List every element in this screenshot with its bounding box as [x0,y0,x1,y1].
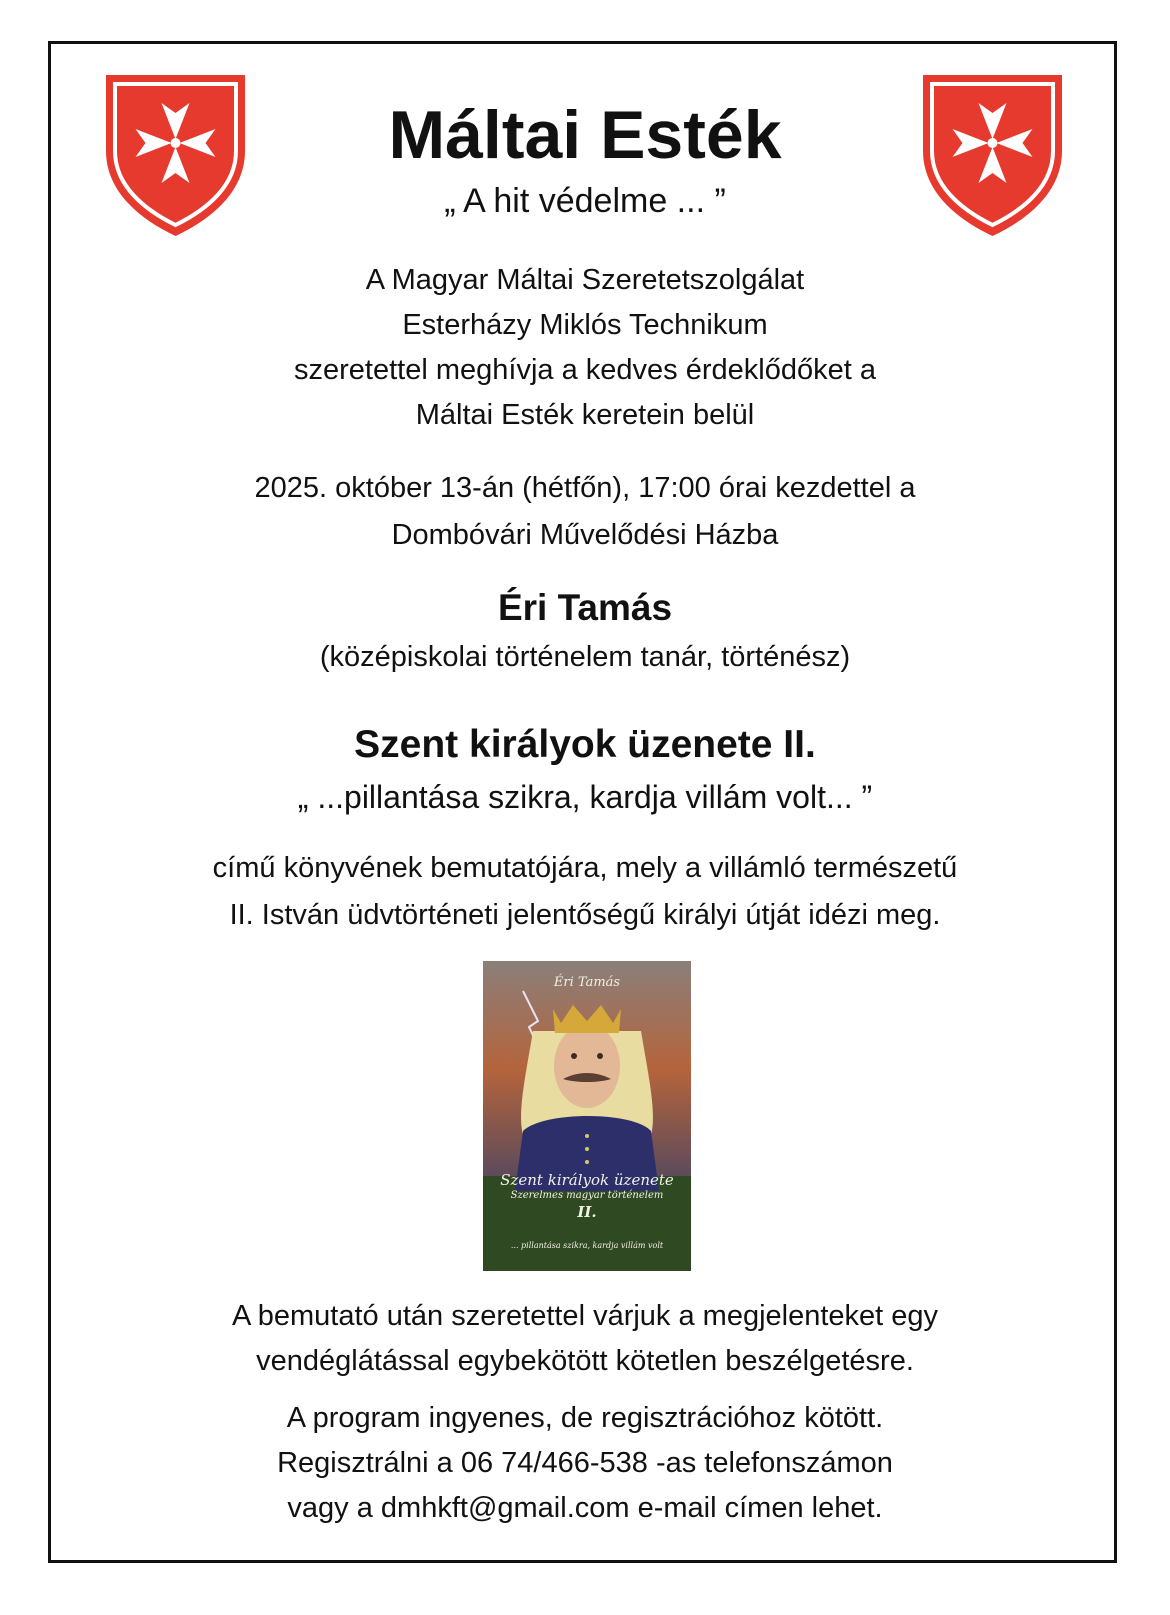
intro-line: szeretettel meghívja a kedves érdeklődőket a [294,354,876,386]
closing-line: vendéglátással egybekötött kötetlen beszélgetésre. [256,1345,914,1377]
event-line: 2025. október 13-án (hétfőn), 17:00 órai kezdettel a [254,472,916,504]
cover-motto: ... pillantása szikra, kardja villám volt [510,1241,664,1250]
event-line: Dombóvári Művelődési Házba [391,519,779,551]
speaker-name: Éri Tamás [497,587,673,628]
registration-line: vagy a dmhkft@gmail.com e-mail címen lehet. [287,1492,883,1524]
book-description: című könyvének bemutatójára, mely a villámló természetű [212,852,958,884]
page-subtitle: „ A hit védelme ... ” [444,182,726,220]
book-title: Szent királyok üzenete II. [354,723,816,766]
book-quote: „ ...pillantása szikra, kardja villám volt... ” [297,779,873,815]
intro-line: Esterházy Miklós Technikum [402,309,768,341]
book-description: II. István üdvtörténeti jelentőségű királyi útját idézi meg. [229,899,941,931]
cover-author: Éri Tamás [553,975,621,990]
cover-title: Szent királyok üzenete [500,1171,674,1189]
page-title: Máltai Esték [388,97,782,173]
intro-line: Máltai Esték keretein belül [415,399,755,431]
book-cover-image [483,961,691,1271]
registration-line: Regisztrálni a 06 74/466-538 -as telefonszámon [277,1447,893,1479]
speaker-role: (középiskolai történelem tanár, történész) [319,641,851,673]
cover-series: Szerelmes magyar történelem [510,1190,664,1201]
registration-line: A program ingyenes, de regisztrációhoz kötött. [286,1402,884,1434]
cover-volume: II. [577,1203,597,1221]
closing-line: A bemutató után szeretettel várjuk a megjelenteket egy [231,1300,939,1332]
intro-line: A Magyar Máltai Szeretetszolgálat [365,264,805,296]
